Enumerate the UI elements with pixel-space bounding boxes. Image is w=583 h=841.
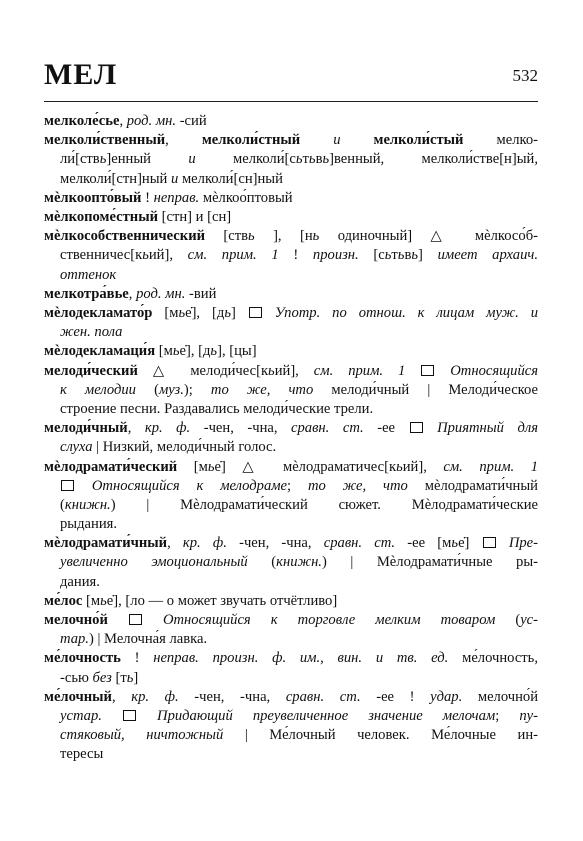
italic-note: ь bbox=[397, 247, 405, 264]
headword: ме́лос bbox=[44, 592, 83, 609]
italic-note: ь bbox=[248, 228, 255, 245]
entry-line bbox=[44, 170, 538, 189]
page-header bbox=[44, 58, 538, 98]
entry-line bbox=[44, 477, 538, 496]
entry-text: -вий bbox=[185, 285, 217, 302]
entry-line bbox=[44, 515, 538, 534]
entry-text: ], [н bbox=[254, 228, 313, 245]
italic-note: сравн. ст. bbox=[291, 420, 364, 437]
italic-note: стяковый, ничтожный bbox=[60, 727, 224, 744]
entry-text: т bbox=[391, 247, 398, 264]
dictionary-entry bbox=[44, 285, 538, 304]
entry-text: ) | Мелочна́я лавка. bbox=[88, 631, 208, 648]
italic-note: оттенок bbox=[60, 266, 117, 283]
dictionary-entry bbox=[44, 227, 538, 285]
italic-note: ь bbox=[322, 151, 330, 168]
entry-line bbox=[44, 208, 538, 227]
dictionary-entry bbox=[44, 419, 538, 457]
headword: мѐлодрамати́чный bbox=[44, 535, 168, 552]
entry-text: ]венный, мелколи́стве[н]ый, bbox=[329, 151, 538, 168]
entry-line bbox=[44, 419, 538, 438]
entry-text bbox=[435, 363, 450, 379]
entry-line bbox=[44, 630, 538, 649]
italic-note: ь bbox=[295, 151, 303, 168]
entry-text: ли́[ств bbox=[60, 151, 100, 168]
entry-text: одиночный] △ мѐлкосо́б- bbox=[319, 228, 538, 245]
entry-text: [стн] и [сн] bbox=[158, 208, 232, 225]
dictionary-entries bbox=[44, 112, 538, 765]
entry-text: -ее ! bbox=[360, 688, 431, 705]
italic-note: ь bbox=[100, 592, 107, 609]
header-rule bbox=[44, 101, 538, 102]
entry-text bbox=[300, 132, 333, 148]
italic-note: неправ. произн. ф. им., вин. и тв. ед. bbox=[153, 650, 449, 667]
entry-line bbox=[44, 726, 538, 745]
entry-text: ий], bbox=[148, 247, 188, 264]
headword: мѐлодекламато́р bbox=[44, 304, 153, 321]
italic-note: ь bbox=[396, 458, 403, 475]
headword: мѐлкоопто́вый bbox=[44, 189, 142, 206]
entry-text: ( bbox=[495, 612, 521, 629]
italic-note: жен. пола bbox=[60, 324, 123, 341]
entry-line bbox=[44, 131, 538, 150]
italic-note: тар. bbox=[60, 631, 89, 648]
entry-text: мелко- bbox=[463, 132, 538, 149]
italic-note: ь bbox=[308, 151, 316, 168]
italic-note: Употр. по отнош. к лицам муж. и bbox=[274, 304, 538, 321]
entry-line bbox=[44, 745, 538, 764]
headword: мелколе́сье bbox=[44, 113, 120, 129]
dictionary-entry bbox=[44, 304, 538, 342]
entry-text: , bbox=[165, 132, 202, 149]
entry-line bbox=[44, 649, 538, 668]
italic-note: ь bbox=[384, 247, 392, 264]
entry-text: ме́лочность, bbox=[448, 650, 538, 667]
italic-note: к мелодии bbox=[60, 381, 136, 398]
entry-text: мелоди́чный | Мелоди́ческое bbox=[313, 381, 538, 398]
dictionary-entry bbox=[44, 208, 538, 227]
entry-text: ; bbox=[287, 477, 308, 494]
entry-line bbox=[44, 573, 538, 592]
entry-text: ], [цы] bbox=[217, 343, 257, 360]
italic-note: ь bbox=[451, 535, 459, 552]
entry-line bbox=[44, 381, 538, 400]
italic-note: ь bbox=[142, 247, 149, 264]
italic-note: ь bbox=[207, 458, 215, 475]
dictionary-entry bbox=[44, 362, 538, 420]
italic-note: книжн. bbox=[276, 554, 322, 571]
entry-text: мелколи́[стн]ный bbox=[60, 170, 171, 187]
italic-note: книжн. bbox=[64, 496, 111, 513]
italic-note: пу- bbox=[519, 708, 538, 725]
entry-line bbox=[44, 323, 538, 342]
italic-note: ь bbox=[268, 362, 275, 379]
entry-line bbox=[44, 534, 538, 553]
entry-line bbox=[44, 342, 538, 361]
entry-text: [ств bbox=[205, 228, 249, 245]
entry-line bbox=[44, 112, 538, 131]
entry-text: мѐлкоо́птовый bbox=[199, 189, 293, 206]
entry-text: мѐлодрамати́чный bbox=[407, 477, 538, 494]
entry-text bbox=[424, 420, 438, 436]
entry-text: -ее bbox=[363, 420, 409, 437]
italic-note: Придающий преувеличенное значение мелочам bbox=[157, 708, 496, 725]
italic-note: ь bbox=[178, 304, 186, 321]
dictionary-entry bbox=[44, 611, 538, 649]
entry-text: -ее [м bbox=[395, 535, 452, 552]
headword: мѐлодрамати́ческий bbox=[44, 458, 178, 475]
page-number: 532 bbox=[512, 66, 538, 85]
entry-line bbox=[44, 458, 538, 477]
entry-line bbox=[44, 400, 538, 419]
italic-note: кр. ф. bbox=[182, 535, 227, 552]
entry-text: [м bbox=[155, 343, 173, 360]
dictionary-entry bbox=[44, 342, 538, 361]
entry-text: мелочно́й bbox=[462, 688, 538, 705]
italic-note: и bbox=[171, 170, 179, 187]
entry-text: ий], bbox=[402, 458, 444, 475]
dictionary-entry bbox=[44, 592, 538, 611]
entry-text: -чен, -чна, bbox=[226, 535, 324, 552]
meaning-box-icon bbox=[61, 480, 74, 491]
italic-note: и bbox=[188, 151, 196, 168]
entry-text: [м bbox=[152, 304, 179, 321]
entry-text: [с bbox=[358, 247, 385, 264]
entry-text bbox=[497, 535, 509, 551]
entry-text: ! bbox=[120, 650, 154, 667]
entry-text: дания. bbox=[60, 573, 100, 590]
entry-text: ; bbox=[495, 708, 520, 725]
entry-line bbox=[44, 669, 538, 688]
dictionary-entry bbox=[44, 112, 538, 131]
entry-text: в bbox=[315, 151, 323, 168]
entry-line bbox=[44, 246, 538, 265]
italic-note: муз. bbox=[158, 381, 184, 398]
entry-text: е̇], [ло — о может звучать отчётливо] bbox=[106, 592, 338, 609]
italic-note: кр. ф. bbox=[144, 420, 191, 437]
entry-text: т bbox=[302, 151, 309, 168]
meaning-box-icon bbox=[123, 710, 136, 721]
entry-line bbox=[44, 611, 538, 630]
entry-text: в bbox=[404, 247, 412, 264]
dictionary-entry bbox=[44, 688, 538, 765]
italic-note: ь bbox=[99, 151, 107, 168]
italic-note: ь bbox=[312, 228, 320, 245]
entry-line bbox=[44, 150, 538, 169]
meaning-box-icon bbox=[410, 422, 423, 433]
entry-line bbox=[44, 266, 538, 285]
italic-note: произн. bbox=[312, 247, 359, 264]
entry-text: , bbox=[119, 113, 127, 129]
entry-line bbox=[44, 189, 538, 208]
italic-note: см. прим. 1 bbox=[313, 362, 406, 379]
entry-text: ] bbox=[418, 247, 438, 264]
entry-text: ] bbox=[133, 669, 139, 686]
italic-note: ь bbox=[411, 247, 419, 264]
italic-note: то же, что bbox=[307, 477, 408, 494]
italic-note: имеет архаич. bbox=[437, 247, 538, 264]
entry-text: е̇] △ мѐлодраматичес[к bbox=[214, 458, 397, 475]
italic-note: сравн. ст. bbox=[323, 535, 396, 552]
italic-note: Приятный для bbox=[437, 420, 538, 437]
dictionary-entry bbox=[44, 131, 538, 189]
entry-text: ственничес[к bbox=[60, 247, 143, 264]
entry-text: , bbox=[167, 535, 183, 552]
meaning-box-icon bbox=[483, 537, 496, 548]
entry-line bbox=[44, 496, 538, 515]
headword: мѐлкопоме́стный bbox=[44, 208, 158, 225]
entry-text bbox=[143, 612, 163, 628]
italic-note: удар. bbox=[430, 688, 463, 705]
entry-text: мелколи́[сн]ный bbox=[178, 170, 283, 187]
entry-text: [м bbox=[82, 592, 101, 609]
entry-text: ( bbox=[135, 381, 159, 398]
entry-line bbox=[44, 304, 538, 323]
meaning-box-icon bbox=[249, 307, 262, 318]
italic-note: устар. bbox=[60, 708, 102, 725]
entry-text bbox=[108, 612, 128, 628]
italic-note: неправ. bbox=[153, 189, 200, 206]
entry-text: ); bbox=[183, 381, 211, 398]
entry-line bbox=[44, 227, 538, 246]
headword: мелколи́стый bbox=[373, 132, 464, 149]
entry-text: -чен, -чна, bbox=[190, 420, 292, 437]
entry-text: | Ме́лочный человек. Ме́лочные ин- bbox=[223, 727, 538, 744]
entry-text: ий], bbox=[274, 362, 314, 379]
entry-text: ( bbox=[247, 554, 277, 571]
italic-note: кр. ф. bbox=[131, 688, 179, 705]
entry-text: ) | Мѐлодрамати́чные ры- bbox=[321, 554, 538, 571]
headword: мелоди́ческий bbox=[44, 362, 138, 379]
meaning-box-icon bbox=[421, 365, 434, 376]
entry-text bbox=[75, 478, 92, 494]
entry-line bbox=[44, 592, 538, 611]
dictionary-entry bbox=[44, 534, 538, 592]
entry-text: △ мелоди́чес[к bbox=[137, 362, 269, 379]
entry-text bbox=[263, 305, 275, 321]
italic-note: Пре- bbox=[508, 535, 538, 552]
entry-text: | Низкий, мелоди́чный голос. bbox=[92, 439, 277, 456]
italic-note: сравн. ст. bbox=[285, 688, 361, 705]
entry-text: , bbox=[127, 420, 145, 437]
entry-text bbox=[405, 363, 420, 379]
headword: мелочно́й bbox=[44, 612, 108, 629]
italic-note: и bbox=[333, 132, 341, 149]
entry-text: е̇] bbox=[458, 535, 482, 552]
italic-note: см. прим. 1 bbox=[187, 247, 279, 264]
italic-note: Относящийся bbox=[450, 362, 538, 379]
entry-line bbox=[44, 362, 538, 381]
entry-text: ! bbox=[278, 247, 313, 264]
headword: мелколи́стный bbox=[201, 132, 301, 149]
italic-note: род. мн. bbox=[136, 285, 186, 302]
dictionary-entry bbox=[44, 189, 538, 208]
italic-note: то же, что bbox=[210, 381, 314, 398]
italic-note: ь bbox=[224, 304, 231, 321]
headword: мелколи́ственный bbox=[44, 132, 166, 149]
italic-note: род. мн. bbox=[126, 113, 177, 129]
entry-text: ) | Мѐлодрамати́ческий сюжет. Мѐлодрамати́ческие bbox=[110, 496, 538, 513]
headword: мѐлодекламаци́я bbox=[44, 343, 156, 360]
entry-text: -чен, -чна, bbox=[178, 688, 286, 705]
entry-text: ( bbox=[60, 496, 65, 513]
entry-line bbox=[44, 553, 538, 572]
italic-note: Относящийся к мелодраме bbox=[91, 477, 288, 494]
entry-text: строение песни. Раздавались мелоди́ческие трели. bbox=[60, 400, 374, 417]
entry-text: -сью bbox=[60, 669, 93, 686]
italic-note: ь bbox=[172, 343, 180, 360]
entry-text: ! bbox=[141, 189, 154, 206]
running-head-word: МЕЛ bbox=[44, 58, 118, 91]
entry-text bbox=[137, 708, 157, 724]
entry-text bbox=[341, 132, 374, 148]
entry-line bbox=[44, 688, 538, 707]
italic-note: см. прим. 1 bbox=[443, 458, 538, 475]
italic-note: без bbox=[92, 669, 112, 686]
entry-text: е̇], [д bbox=[179, 343, 211, 360]
entry-text: [м bbox=[177, 458, 208, 475]
italic-note: ь bbox=[210, 343, 218, 360]
headword: мѐлкособственнический bbox=[44, 228, 206, 245]
headword: мелкотра́вье bbox=[44, 285, 129, 302]
italic-note: слуха bbox=[60, 439, 93, 456]
headword: мелоди́чный bbox=[44, 420, 128, 437]
entry-text: рыдания. bbox=[60, 516, 117, 533]
headword: ме́лочность bbox=[44, 650, 121, 667]
entry-text: тересы bbox=[60, 746, 104, 763]
meaning-box-icon bbox=[129, 614, 142, 625]
entry-text: , bbox=[128, 285, 137, 302]
entry-text: [т bbox=[111, 669, 127, 686]
entry-text: , bbox=[111, 688, 132, 705]
dictionary-entry bbox=[44, 458, 538, 535]
italic-note: ус- bbox=[520, 612, 538, 629]
headword: ме́лочный bbox=[44, 688, 112, 705]
entry-text: -сий bbox=[176, 113, 207, 129]
entry-text: е̇], [д bbox=[185, 304, 225, 321]
entry-line bbox=[44, 707, 538, 726]
italic-note: увеличенно эмоциональный bbox=[60, 554, 248, 571]
entry-line bbox=[44, 438, 538, 457]
entry-text: мелколи́[с bbox=[195, 151, 296, 168]
italic-note: ь bbox=[126, 669, 134, 686]
italic-note: Относящийся к торговле мелким товаром bbox=[162, 612, 496, 629]
entry-text: ] bbox=[230, 304, 248, 321]
dictionary-entry bbox=[44, 649, 538, 687]
entry-line bbox=[44, 285, 538, 304]
entry-text: ]енный bbox=[106, 151, 189, 168]
entry-text bbox=[102, 708, 122, 724]
